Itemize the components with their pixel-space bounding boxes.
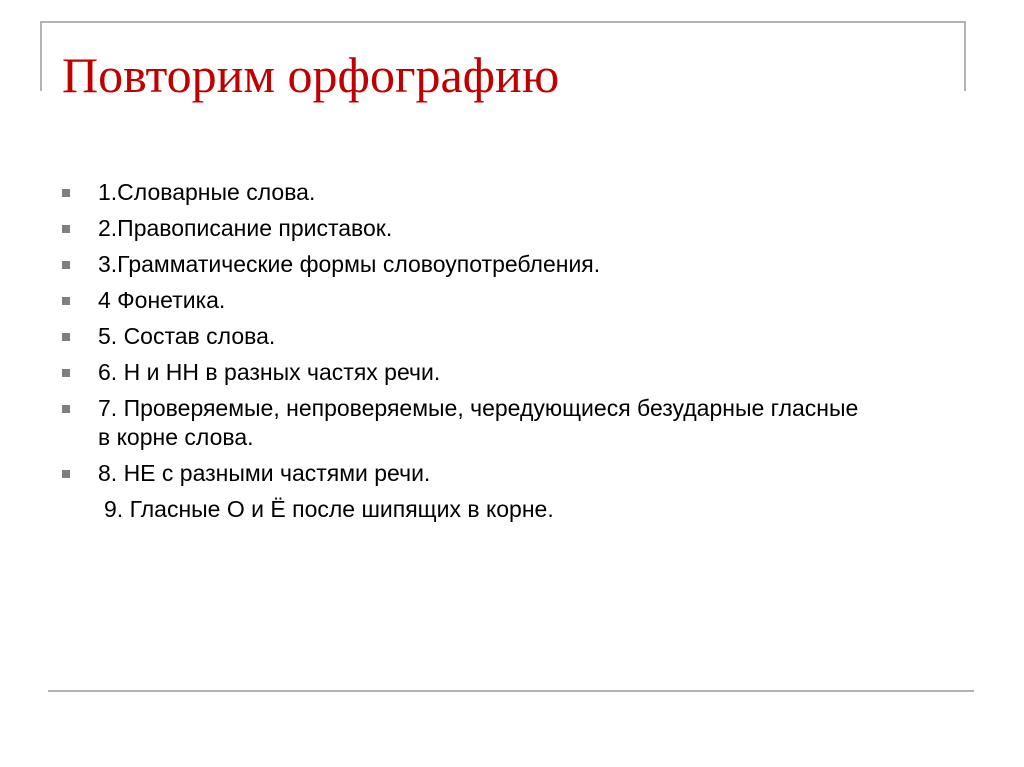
list-item: [60, 178, 860, 207]
bullet-list: [60, 178, 860, 531]
square-bullet-icon: [62, 225, 70, 233]
list-item: [60, 394, 860, 452]
slide-title: Повторим орфографию: [62, 47, 560, 103]
list-item-text: 5. Состав слова.: [98, 323, 276, 349]
square-bullet-icon: [62, 297, 70, 305]
list-item-text: 3.Грамматические формы словоупотребления.: [98, 251, 601, 277]
list-item: [60, 459, 860, 488]
list-item-text: 7. Проверяемые, непроверяемые, чередующиеся безударные гласные в корне слова.: [98, 395, 859, 450]
list-item-text: 2.Правописание приставок.: [98, 215, 393, 241]
list-item-text: 8. НЕ с разными частями речи.: [98, 460, 431, 486]
list-item-text: 1.Словарные слова.: [98, 179, 316, 205]
list-item: [60, 322, 860, 351]
square-bullet-icon: [62, 189, 70, 197]
footer-rule: [48, 690, 974, 692]
square-bullet-icon: [62, 261, 70, 269]
frame-left-rule: [40, 21, 42, 91]
list-item-text: 4 Фонетика.: [98, 287, 226, 313]
list-item-text: 6. Н и НН в разных частях речи.: [98, 359, 441, 385]
list-item: [60, 286, 860, 315]
list-item-text: 9. Гласные О и Ё после шипящих в корне.: [104, 496, 554, 522]
square-bullet-icon: [62, 470, 70, 478]
frame-top-rule: [40, 21, 966, 23]
square-bullet-icon: [62, 333, 70, 341]
list-item: [60, 495, 860, 524]
list-item: [60, 214, 860, 243]
square-bullet-icon: [62, 369, 70, 377]
list-item: [60, 250, 860, 279]
square-bullet-icon: [62, 405, 70, 413]
list-item: [60, 358, 860, 387]
frame-right-rule: [964, 21, 966, 91]
